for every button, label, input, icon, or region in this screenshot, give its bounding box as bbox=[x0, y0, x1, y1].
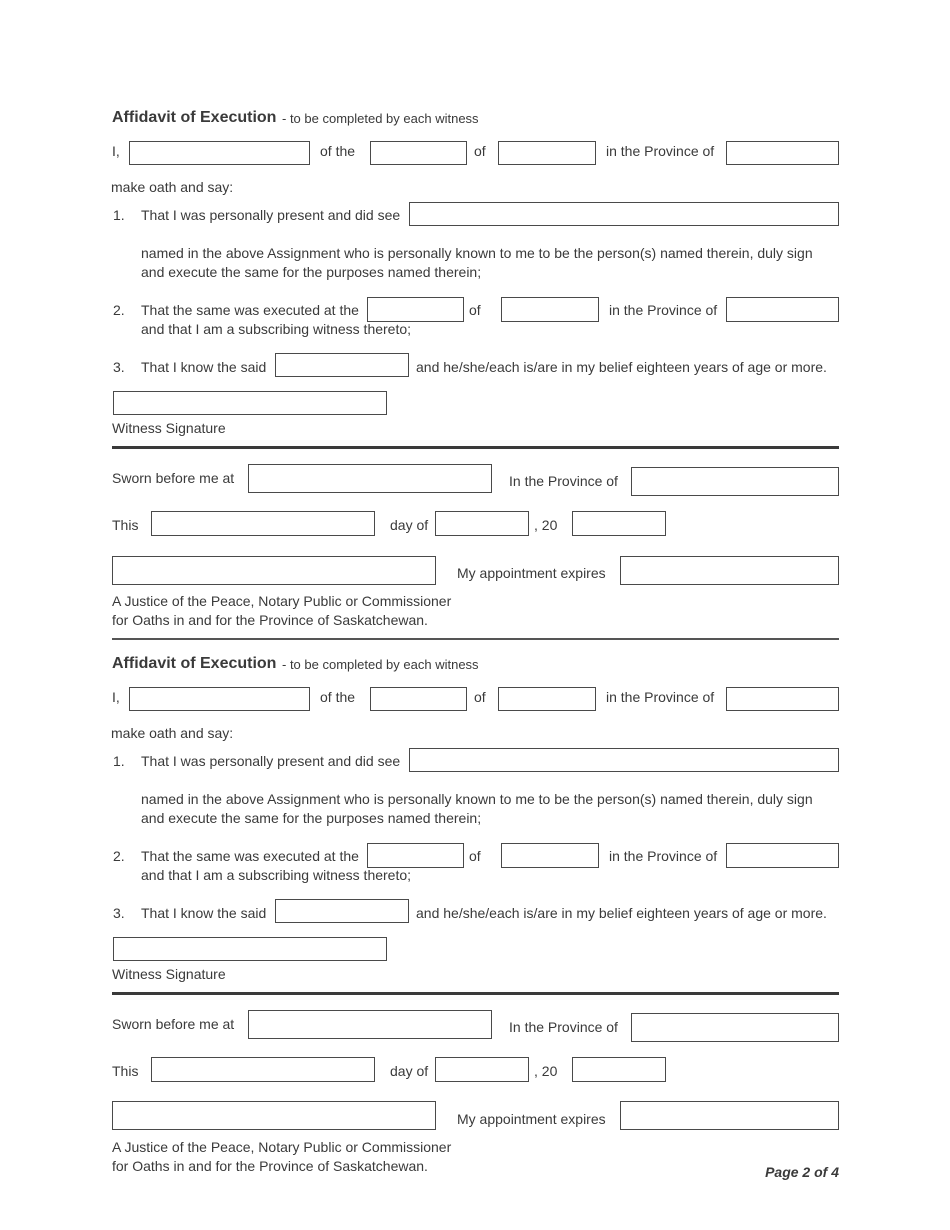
item-2-text: That the same was executed at the bbox=[141, 848, 359, 864]
witness-city-name-field[interactable] bbox=[498, 687, 596, 711]
day-of-label: day of bbox=[390, 1063, 429, 1079]
item-1-number: 1. bbox=[113, 753, 125, 769]
item-2-of-label: of bbox=[469, 302, 481, 318]
day-field[interactable] bbox=[151, 1057, 375, 1082]
item-2-province-label: in the Province of bbox=[609, 302, 718, 318]
year-field[interactable] bbox=[572, 511, 666, 536]
this-label: This bbox=[112, 517, 139, 533]
executed-province-field[interactable] bbox=[726, 297, 839, 322]
justice-text-line1: A Justice of the Peace, Notary Public or Commissioner bbox=[112, 1139, 452, 1155]
justice-text-line2: for Oaths in and for the Province of Saskatchewan. bbox=[112, 1158, 428, 1174]
item-1-number: 1. bbox=[113, 207, 125, 223]
of-the-label: of the bbox=[320, 143, 356, 159]
of-the-label: of the bbox=[320, 689, 356, 705]
i-label: I, bbox=[112, 689, 120, 705]
named-text-line1: named in the above Assignment who is personally known to me to be the person(s) named therein, duly sign bbox=[141, 791, 813, 807]
appointment-label: My appointment expires bbox=[457, 565, 606, 581]
witness-name-field[interactable] bbox=[129, 141, 310, 165]
this-label: This bbox=[112, 1063, 139, 1079]
section-title: Affidavit of Execution bbox=[112, 655, 277, 672]
executed-at-field[interactable] bbox=[367, 843, 464, 868]
year-prefix-label: , 20 bbox=[534, 517, 558, 533]
make-oath-text: make oath and say: bbox=[111, 725, 234, 741]
province-label: in the Province of bbox=[606, 143, 715, 159]
sworn-label: Sworn before me at bbox=[112, 470, 235, 486]
of-label: of bbox=[474, 143, 486, 159]
executed-at-field[interactable] bbox=[367, 297, 464, 322]
item-2-line2: and that I am a subscribing witness thereto; bbox=[141, 321, 412, 337]
witness-signature-field[interactable] bbox=[113, 937, 387, 961]
named-text-line1: named in the above Assignment who is personally known to me to be the person(s) named therein, duly sign bbox=[141, 245, 813, 261]
of-label: of bbox=[474, 689, 486, 705]
item-2-number: 2. bbox=[113, 848, 125, 864]
item-3-number: 3. bbox=[113, 359, 125, 375]
commissioner-signature-field[interactable] bbox=[112, 1101, 436, 1130]
justice-text-line1: A Justice of the Peace, Notary Public or Commissioner bbox=[112, 593, 452, 609]
witness-province-field[interactable] bbox=[726, 141, 839, 165]
sworn-location-field[interactable] bbox=[248, 464, 492, 493]
page-number: Page 2 of 4 bbox=[765, 1164, 839, 1180]
month-field[interactable] bbox=[435, 1057, 529, 1082]
item-2-province-label: in the Province of bbox=[609, 848, 718, 864]
executed-city-field[interactable] bbox=[501, 843, 599, 868]
item-1-text: That I was personally present and did see bbox=[141, 207, 401, 223]
item-3-text: That I know the said bbox=[141, 905, 267, 921]
known-person-field[interactable] bbox=[275, 353, 409, 377]
section-subtitle: - to be completed by each witness bbox=[282, 111, 479, 126]
witness-signature-field[interactable] bbox=[113, 391, 387, 415]
executed-province-field[interactable] bbox=[726, 843, 839, 868]
item-2-text: That the same was executed at the bbox=[141, 302, 359, 318]
appointment-label: My appointment expires bbox=[457, 1111, 606, 1127]
item-1-text: That I was personally present and did see bbox=[141, 753, 401, 769]
section-title: Affidavit of Execution bbox=[112, 109, 277, 126]
appointment-expiry-field[interactable] bbox=[620, 1101, 839, 1130]
sworn-label: Sworn before me at bbox=[112, 1016, 235, 1032]
justice-text-line2: for Oaths in and for the Province of Saskatchewan. bbox=[112, 612, 428, 628]
year-prefix-label: , 20 bbox=[534, 1063, 558, 1079]
section-subtitle: - to be completed by each witness bbox=[282, 657, 479, 672]
sworn-province-label: In the Province of bbox=[509, 1019, 618, 1035]
known-person-field[interactable] bbox=[275, 899, 409, 923]
assignor-name-field[interactable] bbox=[409, 202, 839, 226]
make-oath-text: make oath and say: bbox=[111, 179, 234, 195]
witness-city-field[interactable] bbox=[370, 141, 467, 165]
assignor-name-field[interactable] bbox=[409, 748, 839, 772]
section-divider bbox=[112, 446, 839, 449]
witness-name-field[interactable] bbox=[129, 687, 310, 711]
witness-city-field[interactable] bbox=[370, 687, 467, 711]
item-3-text: That I know the said bbox=[141, 359, 267, 375]
witness-city-name-field[interactable] bbox=[498, 141, 596, 165]
item-2-number: 2. bbox=[113, 302, 125, 318]
month-field[interactable] bbox=[435, 511, 529, 536]
witness-signature-label: Witness Signature bbox=[112, 966, 226, 982]
i-label: I, bbox=[112, 143, 120, 159]
sworn-province-field[interactable] bbox=[631, 1013, 839, 1042]
sworn-location-field[interactable] bbox=[248, 1010, 492, 1039]
item-3-rest: and he/she/each is/are in my belief eighteen years of age or more. bbox=[416, 905, 827, 921]
witness-province-field[interactable] bbox=[726, 687, 839, 711]
item-2-line2: and that I am a subscribing witness thereto; bbox=[141, 867, 412, 883]
witness-signature-label: Witness Signature bbox=[112, 420, 226, 436]
day-of-label: day of bbox=[390, 517, 429, 533]
day-field[interactable] bbox=[151, 511, 375, 536]
affidavit-section-1 bbox=[0, 0, 950, 546]
year-field[interactable] bbox=[572, 1057, 666, 1082]
item-2-of-label: of bbox=[469, 848, 481, 864]
province-label: in the Province of bbox=[606, 689, 715, 705]
named-text-line2: and execute the same for the purposes named therein; bbox=[141, 264, 482, 280]
named-text-line2: and execute the same for the purposes named therein; bbox=[141, 810, 482, 826]
sworn-province-field[interactable] bbox=[631, 467, 839, 496]
item-3-number: 3. bbox=[113, 905, 125, 921]
affidavit-section-2 bbox=[0, 546, 950, 1092]
item-3-rest: and he/she/each is/are in my belief eighteen years of age or more. bbox=[416, 359, 827, 375]
sworn-province-label: In the Province of bbox=[509, 473, 618, 489]
section-divider bbox=[112, 992, 839, 995]
executed-city-field[interactable] bbox=[501, 297, 599, 322]
